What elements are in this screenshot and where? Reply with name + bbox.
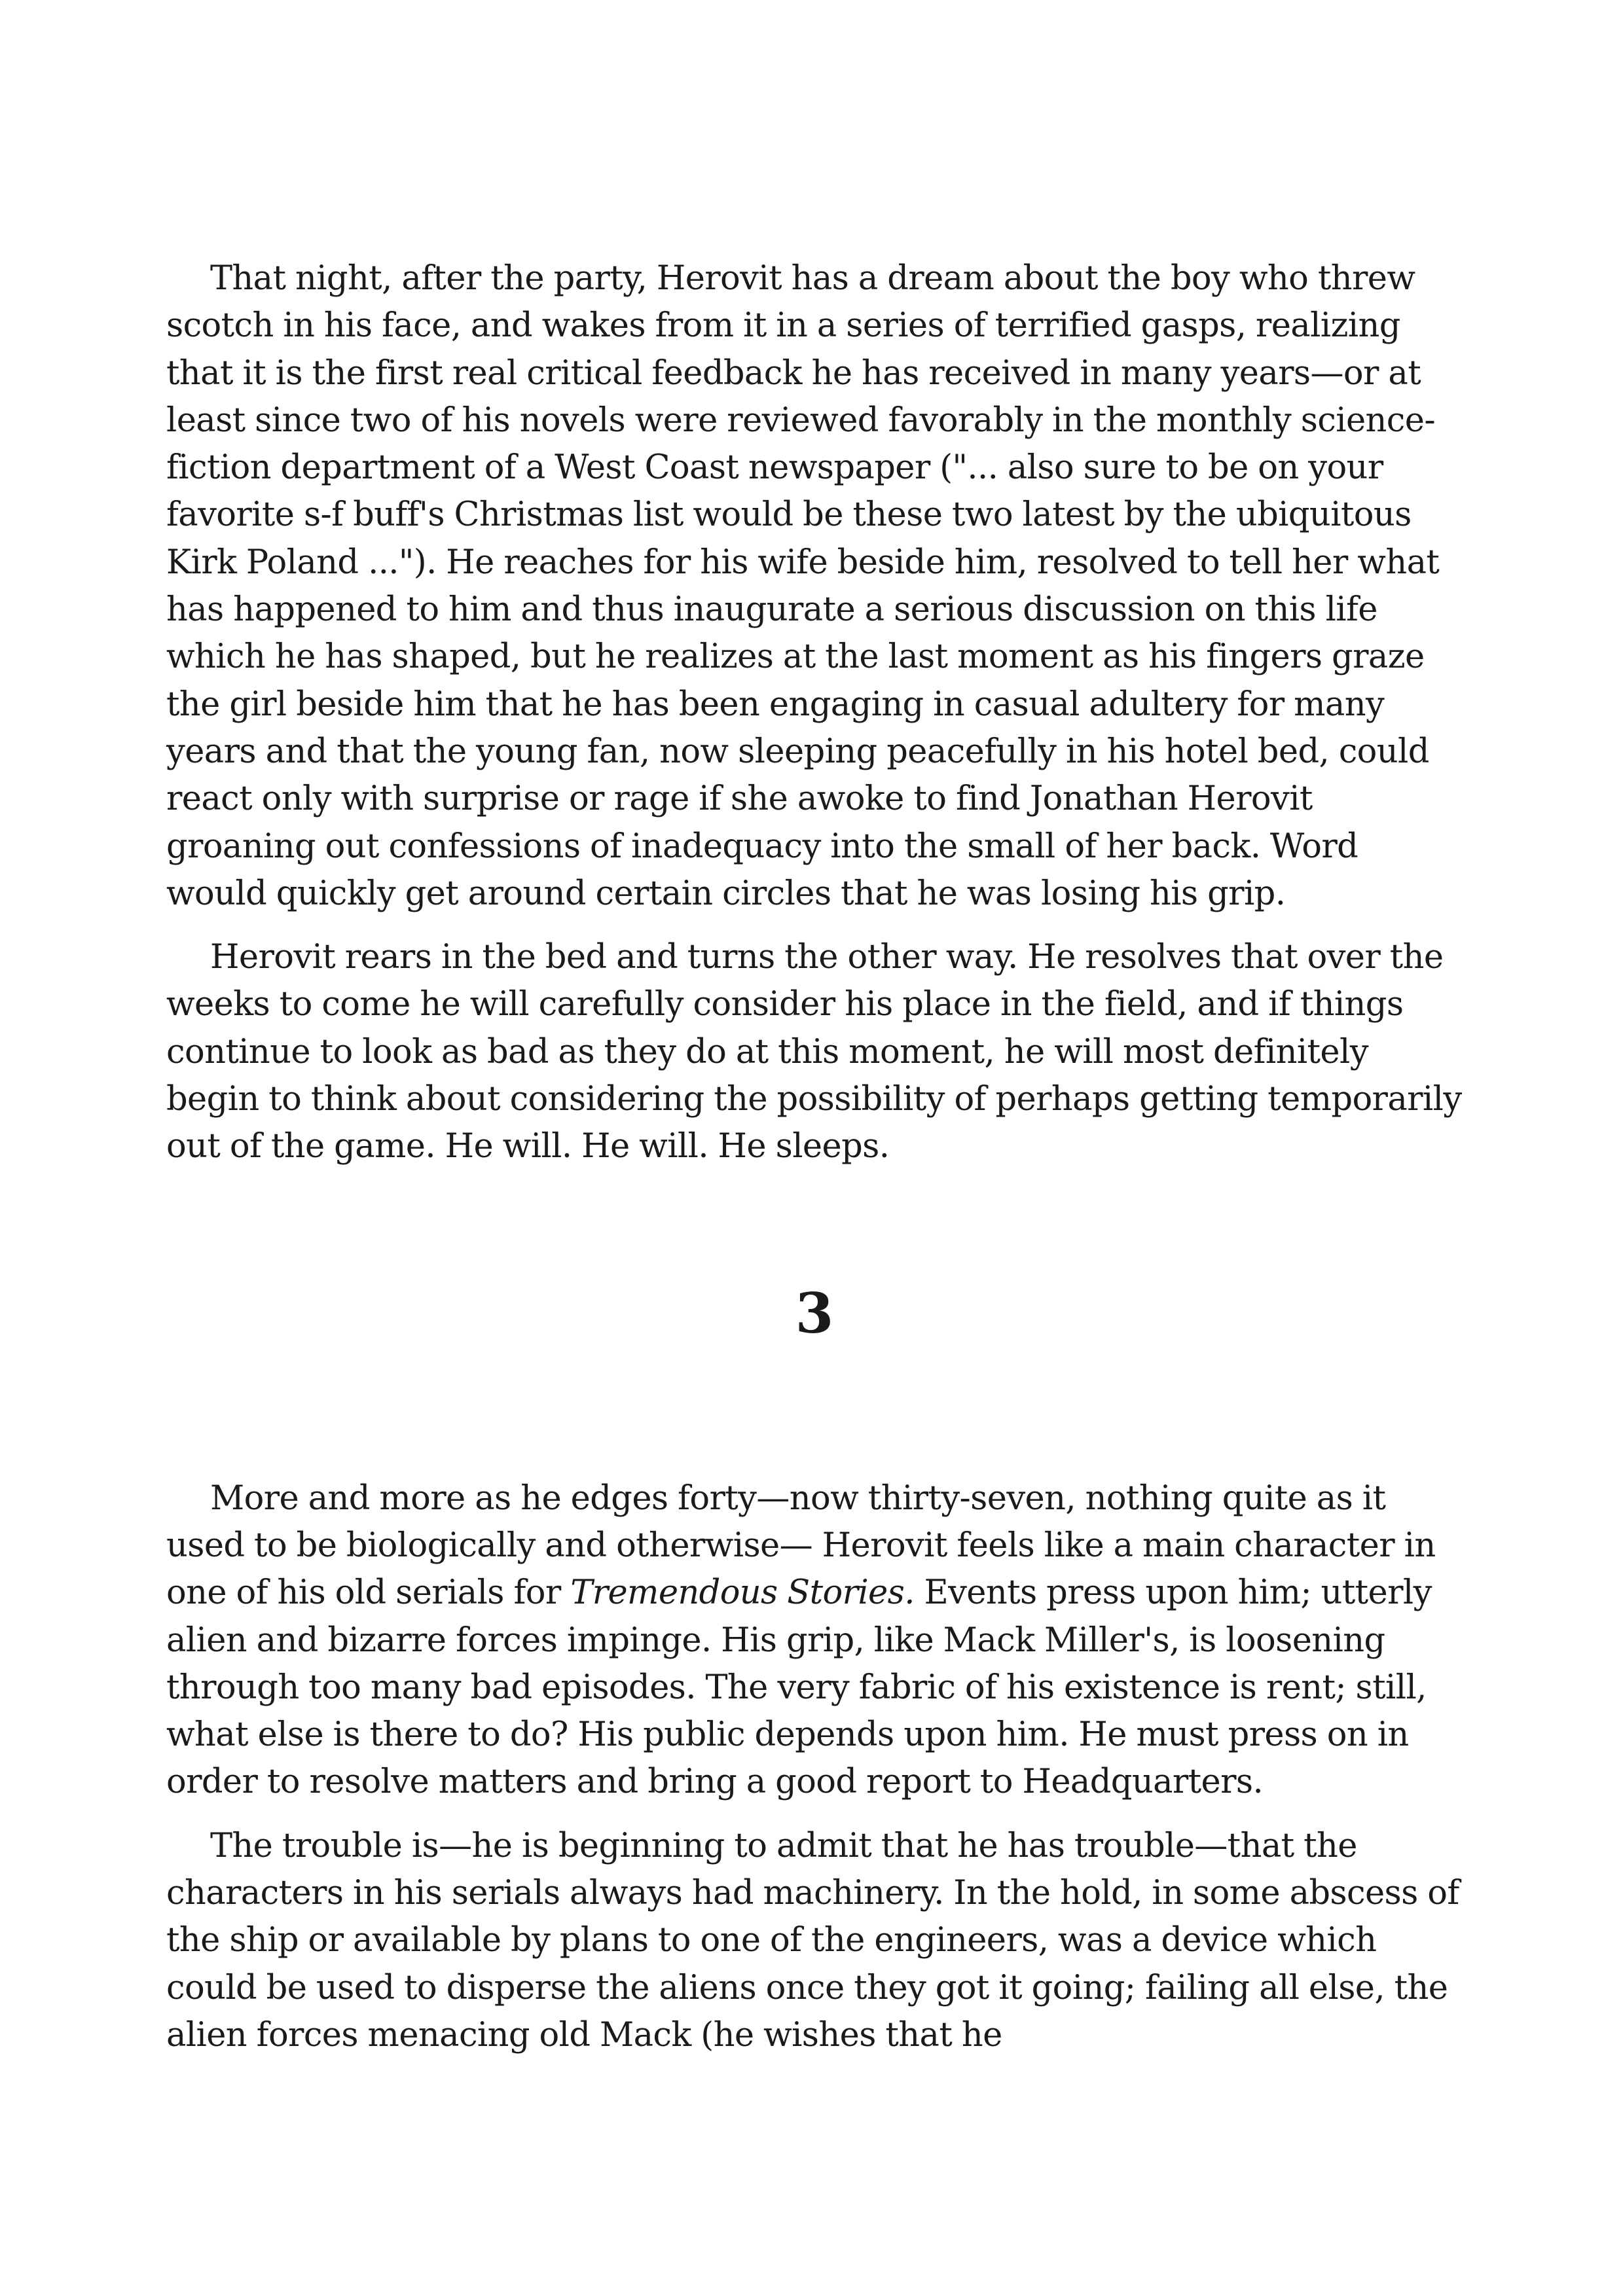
- paragraph-herovit-rears: Herovit rears in the bed and turns the other way. He resolves that over the weeks to come he will carefully consider his place in the field, and if things continue to look as bad as they do at this moment, he will most definitely begin to think about considering the possibility of perhaps getting temporarily out of the game. He will. He will. He sleeps.: [166, 938, 1462, 1166]
- paragraph-3-text-before: More and more as he edges forty—now thirty-seven, nothing quite as it used to be biologically and otherwise— Herovit feels like a main character in one of his old serials for: [166, 1479, 1436, 1613]
- paragraph-dream: That night, after the party, Herovit has a dream about the boy who threw scotch in his face, and wakes from it in a series of terrified gasps, realizing that it is the first real critical feedback he has received in many years—or at least since two of his novels were reviewed favorably in the monthly science-fiction department of a West Coast newspaper ("... also sure to be on your favorite s-f buff's Christmas list would be these two latest by the ubiquitous Kirk Poland ..."). He reaches for his wife beside him, resolved to tell her what has happened to him and thus inaugurate a serious discussion on this life which he has shaped, but he realizes at the last moment as his fingers graze the girl beside him that he has been engaging in casual adultery for many years and that the young fan, now sleeping peacefully in his hotel bed, could react only with surprise or rage if she awoke to find Jonathan Herovit groaning out confessions of inadequacy into the small of her back. Word would quickly get around certain circles that he was losing his grip.: [166, 259, 1440, 913]
- paragraph-3-text-after: Events press upon him; utterly alien and bizarre forces impinge. His grip, like Mack Miller's, is loosening through too many bad episodes. The very fabric of his existence is rent; still, what else is there to do? His public depends upon him. He must press on in order to resolve matters and bring a good report to Headquarters.: [166, 1573, 1432, 1802]
- paragraph-the-trouble: The trouble is—he is beginning to admit that he has trouble—that the characters in his serials always had machinery. In the hold, in some abscess of the ship or available by plans to one of the engineers, was a device which could be used to disperse the aliens once they got it going; failing all else, the alien forces menacing old Mack (he wishes that he: [166, 1826, 1459, 2054]
- chapter-number: 3: [795, 1280, 834, 1346]
- page-body: [166, 255, 1463, 2059]
- paragraph-more-and-more: [166, 1475, 1463, 1806]
- magazine-title: Tremendous Stories.: [570, 1573, 915, 1613]
